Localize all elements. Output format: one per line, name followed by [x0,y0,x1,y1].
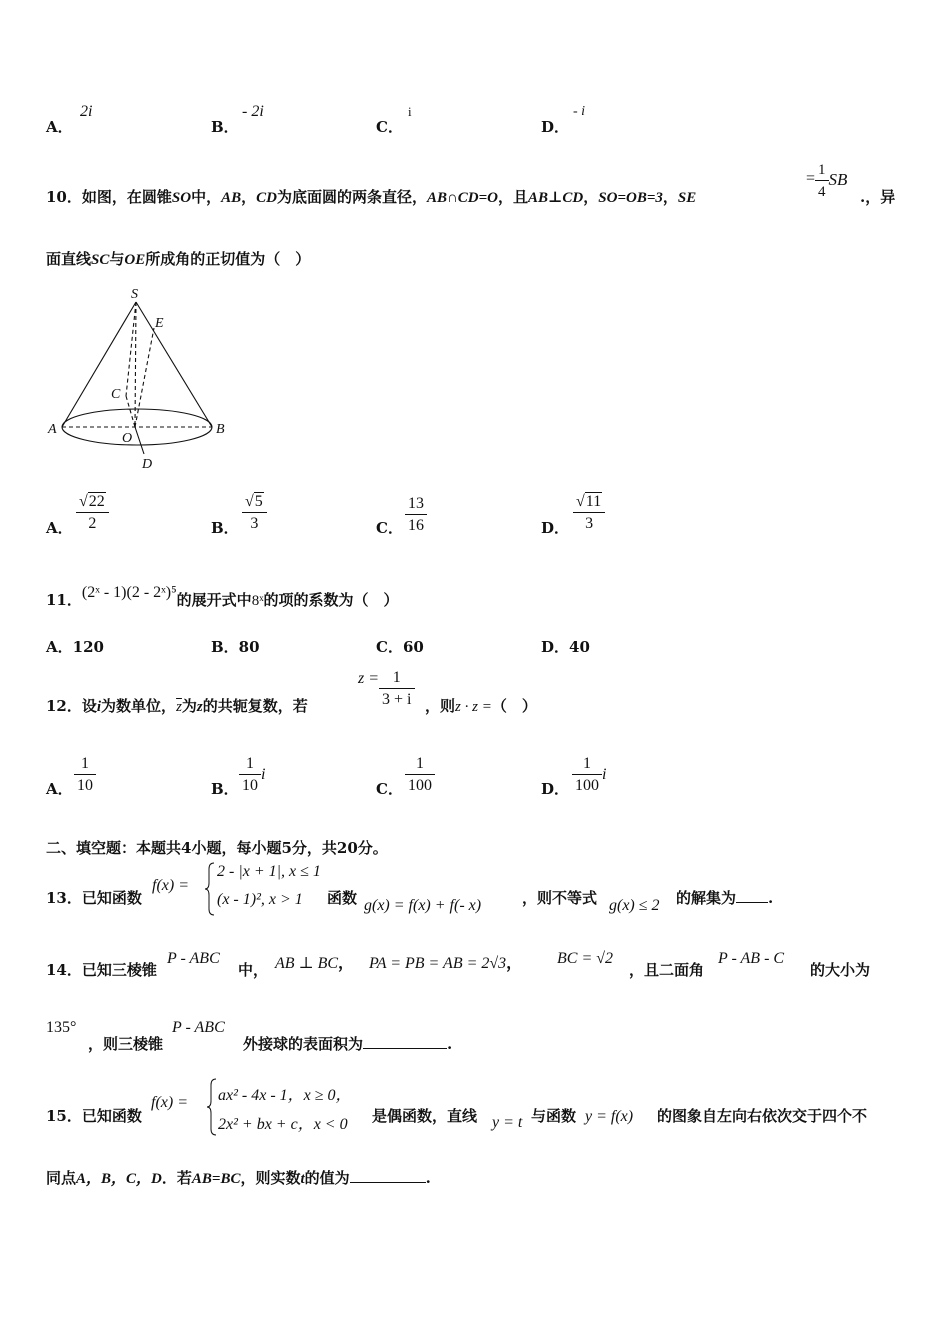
q9-option-d [541,116,569,137]
q10-option-b-value: $\frac{√5}{3}$ [242,492,267,535]
q9-option-d-value: - i [573,104,586,119]
q14-text-e: 外接球的表面积为 . [243,1035,453,1053]
q10-option-d-value: $\frac{√11}{3}$ [573,492,605,535]
q9-option-a-value: 2i [80,103,93,120]
label-a: A [48,422,57,437]
edge-sa [62,302,136,427]
q15-brace [207,1078,217,1136]
q14-pabc-2: P - ABC [172,1019,225,1036]
q15-text-b: 与函数 [531,1107,577,1125]
option-label: D． [541,118,570,136]
q13-brace [205,862,215,916]
q13-text-b: ，则不等式 [522,889,598,907]
option-label: A． [46,118,73,136]
q13-piece-2: (x - 1)², x > 1 [217,891,303,908]
q14-eq2: BC = √2 [557,950,614,967]
q13-text-c: 的解集为 . [676,889,774,907]
label-s: S [131,287,138,302]
q15-yfx: y = f(x) [585,1108,634,1125]
q12-option-b-value: $\frac{1}{10}$ i [239,754,265,797]
q15-lead: 15．已知函数 [46,1107,142,1125]
q10-option-a: A． [46,519,73,537]
q15-piece-1: ax² - 4x - 1，x ≥ 0， [218,1087,352,1104]
q9-option-c-value: i [408,104,412,119]
q13-fx: f(x) = [152,877,189,894]
q13-text-a: 函数 [327,889,358,907]
q14-angle: 135° [46,1019,77,1036]
q12-option-a: A． [46,780,73,798]
q10-option-c: C． [376,519,403,537]
q13-inequality: g(x) ≤ 2 [609,897,660,914]
answer-blank[interactable] [350,1168,426,1183]
q10-option-b: B． [211,519,239,537]
q12-stem: 12．设i为数单位，$\overline{z}$为z的共轭复数，若 [46,697,308,715]
q14-pabc: P - ABC [167,950,220,967]
q11-option-a: A．120 [46,638,104,656]
q9-option-b-value: - 2i [242,103,264,120]
q13-lead: 13．已知函数 [46,889,142,907]
q11-option-d: D．40 [541,638,590,656]
q10-line1-end: .，异 [860,188,896,206]
label-b: B [216,422,225,437]
cone-diagram [40,284,240,474]
q12-option-c: C． [376,780,403,798]
label-o: O [122,431,133,446]
q15-piece-2: 2x² + bx + c，x < 0 [218,1116,348,1133]
section-heading: 二、填空题：本题共4小题，每小题5分，共20分。 [46,839,388,857]
q10-line1: 10．如图，在圆锥SO中，AB，CD为底面圆的两条直径，AB∩CD=O，且AB⊥CD，SO=OB=3，SE [46,188,697,206]
q15-line2: 同点A，B，C，D．若AB=BC，则实数t的值为 . [46,1169,431,1187]
label-e: E [155,316,164,331]
q15-text-a: 是偶函数，直线 [372,1107,478,1125]
label-d: D [142,457,153,472]
q10-line2: 面直线SC与OE所成角的正切值为（ ） [46,250,311,268]
q15-text-c: 的图象自左向右依次交于四个不 [657,1107,868,1125]
segment-od [135,427,144,454]
q15-fx: f(x) = [151,1094,188,1111]
q11-stem: 11．(2ˣ - 1)(2 - 2ˣ)⁵的展开式中8ˣ的项的系数为（ ） [46,584,399,609]
q14-text-d: ，则三棱锥 [88,1035,164,1053]
height-so [135,302,136,427]
q11-option-c: C．60 [376,638,424,656]
diameter-cd [126,396,135,427]
q12-stem-end: ，则z · z =（ ） [425,697,537,715]
answer-blank[interactable] [736,888,768,903]
q13-gx: g(x) = f(x) + f(- x) [364,897,482,914]
q13-piece-1: 2 - |x + 1|, x ≤ 1 [217,863,321,880]
q14-text-a: 中， [238,961,269,979]
q12-option-c-value: $\frac{1}{100}$ [405,754,435,797]
q9-option-c [376,116,403,137]
label-c: C [111,387,121,402]
q14-perp: AB ⊥ BC， [275,955,355,972]
q12-option-d: D． [541,780,570,798]
q14-text-b: ，且二面角 [629,961,705,979]
segment-oe [135,328,154,427]
q10-option-c-value: $\frac{13}{16}$ [405,494,427,537]
q10-se-fraction: = $\frac{1}{4}$ SB [806,162,848,200]
q12-z-definition: z = $\frac{1}{3 + i}$ [358,668,415,711]
answer-blank[interactable] [363,1034,447,1049]
q14-dihedral: P - AB - C [718,950,785,967]
q9-option-a [46,116,73,137]
option-label: B． [211,118,239,136]
q15-yt: y = t [492,1114,523,1131]
q14-lead: 14．已知三棱锥 [46,961,157,979]
q12-option-d-value: $\frac{1}{100}$ i [572,754,606,797]
q12-option-a-value: $\frac{1}{10}$ [74,754,96,797]
q10-option-d: D． [541,519,570,537]
q10-option-a-value: $\frac{√22}{2}$ [76,492,109,535]
q14-eq1: PA = PB = AB = 2√3， [369,955,523,972]
q12-option-b: B． [211,780,239,798]
q9-option-b [211,116,239,137]
q11-option-b: B．80 [211,638,260,656]
q14-text-c: 的大小为 [810,961,871,979]
option-label: C． [376,118,403,136]
